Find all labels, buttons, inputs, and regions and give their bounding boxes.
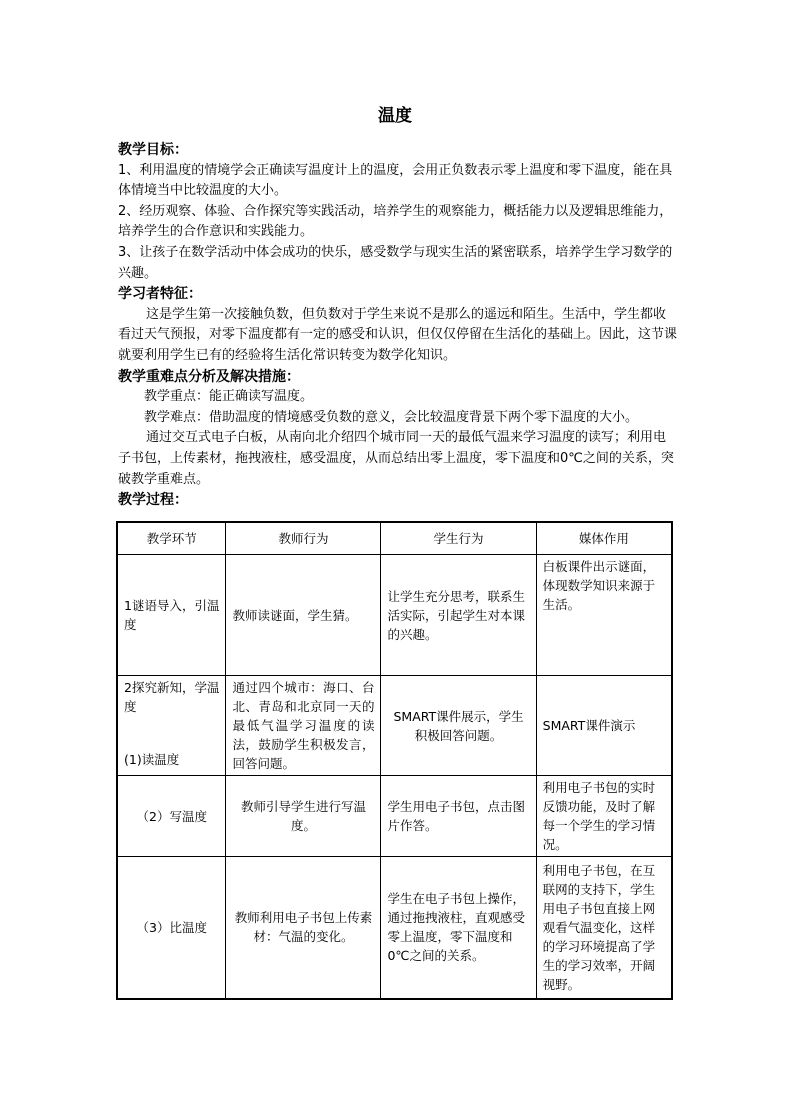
key-points-heading: 教学重难点分析及解决措施： xyxy=(118,368,300,385)
stage-cell: 1谜语导入，引温度 xyxy=(117,555,226,676)
process-heading: 教学过程： xyxy=(118,492,188,509)
student-cell: 学生用电子书包，点击图片作答。 xyxy=(381,776,536,857)
media-cell: SMART课件演示 xyxy=(536,676,672,776)
teacher-cell: 教师读谜面，学生猜。 xyxy=(226,555,381,676)
teaching-process-table xyxy=(116,521,673,1000)
teacher-cell: 教师利用电子书包上传素材：气温的变化。 xyxy=(226,857,381,999)
teacher-cell: 通过四个城市：海口、台北、青岛和北京同一天的最低气温学习温度的读法，鼓励学生积极发言，回答问题。 xyxy=(226,676,381,776)
solution-text: 通过交互式电子白板，从南向北介绍四个城市同一天的最低气温来学习温度的读写；利用电子书包，上传素材，拖拽液柱，感受温度，从而总结出零上温度，零下温度和0℃之间的关系，突破教学重难点。 xyxy=(118,430,674,487)
stage-label: 2探究新知，学温度 xyxy=(124,680,220,714)
learner-text: 这是学生第一次接触负数，但负数对于学生来说不是那么的遥远和陌生。生活中，学生都收看过天气预报，对零下温度都有一定的感受和认识，但仅仅停留在生活化的基础上。因此，这节课就要利用学生已有的经验将生活化常识转变为数学化知识。 xyxy=(118,306,678,363)
table-row xyxy=(117,555,672,676)
student-cell: SMART课件展示，学生积极回答问题。 xyxy=(381,676,536,776)
stage-sub-label: (1)读温度 xyxy=(124,752,180,767)
key-point: 教学重点：能正确读写温度。 xyxy=(144,389,314,405)
student-cell: 学生在电子书包上操作，通过拖拽液柱，直观感受零上温度，零下温度和0℃之间的关系。 xyxy=(381,857,536,999)
media-cell: 白板课件出示谜面，体现数学知识来源于生活。 xyxy=(536,555,672,676)
table-row xyxy=(117,857,672,999)
teacher-cell: 教师引导学生进行写温度。 xyxy=(226,776,381,857)
table-header-row xyxy=(117,522,672,555)
document-body xyxy=(118,140,678,511)
difficult-point: 教学难点：借助温度的情境感受负数的意义，会比较温度背景下两个零下温度的大小。 xyxy=(144,409,639,425)
header-stage: 教学环节 xyxy=(117,522,226,555)
student-cell: 让学生充分思考，联系生活实际，引起学生对本课的兴趣。 xyxy=(381,555,536,676)
goals-heading: 教学目标： xyxy=(118,142,188,158)
goal-3: 3、让孩子在数学活动中体会成功的快乐，感受数学与现实生活的紧密联系，培养学生学习数学的兴趣。 xyxy=(118,244,673,281)
table-row xyxy=(117,676,672,776)
header-student: 学生行为 xyxy=(381,522,536,555)
table-row xyxy=(117,776,672,857)
goal-1: 1、利用温度的情境学会正确读写温度计上的温度，会用正负数表示零上温度和零下温度，能在具体情境当中比较温度的大小。 xyxy=(118,162,673,199)
media-cell: 利用电子书包的实时反馈功能，及时了解每一个学生的学习情况。 xyxy=(536,776,672,857)
header-media: 媒体作用 xyxy=(536,522,672,555)
media-cell: 利用电子书包，在互联网的支持下，学生用电子书包直接上网观看气温变化，这样的学习环境提高了学生的学习效率，开阔视野。 xyxy=(536,857,672,999)
page-title: 温度 xyxy=(378,106,412,126)
stage-cell: （2）写温度 xyxy=(117,776,226,857)
stage-cell: （3）比温度 xyxy=(117,857,226,999)
header-teacher: 教师行为 xyxy=(226,522,381,555)
goal-2: 2、经历观察、体验、合作探究等实践活动，培养学生的观察能力，概括能力以及逻辑思维能力，培养学生的合作意识和实践能力。 xyxy=(118,203,673,240)
learner-heading: 学习者特征： xyxy=(118,286,202,303)
stage-cell xyxy=(117,676,226,776)
